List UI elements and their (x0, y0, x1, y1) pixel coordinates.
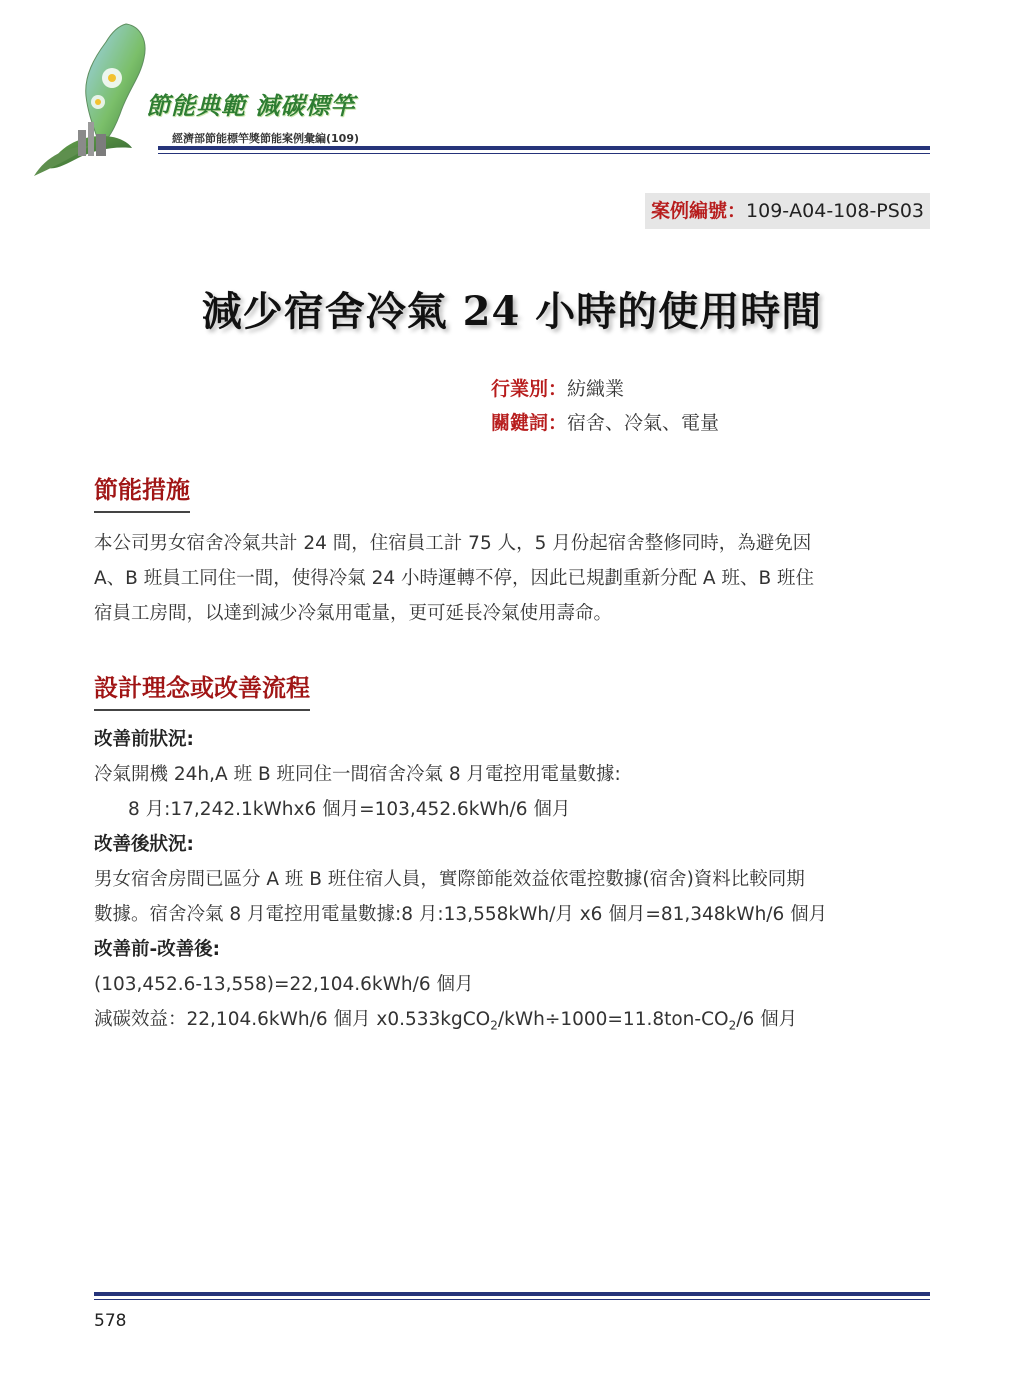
industry-label: 行業別： (491, 378, 568, 400)
section-heading-measures: 節能措施 (94, 470, 190, 513)
carbon-line (94, 1002, 936, 1044)
page-title: 減少宿舍冷氣 24 小時的使用時間 (201, 288, 823, 335)
after-line: 數據。宿舍冷氣 8 月電控用電量數據:8 月:13,558kWh/月 x6 個月=81,348kWh/6 個月 (94, 904, 828, 925)
carbon-text: /6 個月 (736, 1009, 798, 1030)
header-divider (158, 146, 930, 154)
carbon-text: /kWh÷1000=11.8ton-CO (497, 1009, 729, 1030)
brand-subtitle: 經濟部節能標竿獎節能案例彙編(109) (172, 132, 360, 145)
keywords-label: 關鍵詞： (491, 412, 568, 434)
after-line: 男女宿舍房間已區分 A 班 B 班住宿人員，實際節能效益依電控數據(宿舍)資料比較同期 (94, 869, 805, 890)
measures-paragraph (94, 526, 936, 631)
diff-line: (103,452.6-13,558)=22,104.6kWh/6 個月 (94, 974, 474, 995)
page-number: 578 (94, 1311, 127, 1331)
before-line: 冷氣開機 24h,A 班 B 班同住一間宿舍冷氣 8 月電控用電量數據: (94, 764, 621, 785)
industry-value: 紡織業 (567, 378, 625, 400)
measures-line: 宿員工房間，以達到減少冷氣用電量，更可延長冷氣使用壽命。 (94, 603, 613, 624)
after-heading: 改善後狀況: (94, 834, 194, 855)
before-heading: 改善前狀況: (94, 729, 194, 750)
industry-row (491, 372, 719, 406)
carbon-subscript: 2 (728, 1018, 737, 1033)
carbon-subscript: 2 (490, 1018, 498, 1033)
case-number-value: 109-A04-108-PS03 (746, 200, 924, 222)
carbon-text: 減碳效益：22,104.6kWh/6 個月 x0.533kgCO (94, 1009, 491, 1030)
measures-line: A、B 班員工同住一間，使得冷氣 24 小時運轉不停，因此已規劃重新分配 A 班、B 班住 (94, 568, 815, 589)
keywords-row (491, 406, 719, 440)
keywords-value: 宿舍、冷氣、電量 (567, 412, 720, 434)
process-detail (94, 722, 936, 1044)
case-number-label: 案例編號： (651, 200, 747, 222)
section-heading-process: 設計理念或改善流程 (94, 668, 310, 711)
case-number (645, 193, 930, 229)
footer-divider (94, 1292, 930, 1300)
brand-title: 節能典範 減碳標竿 (146, 91, 356, 120)
diff-heading: 改善前-改善後: (94, 939, 221, 960)
measures-line: 本公司男女宿舍冷氣共計 24 間，住宿員工計 75 人，5 月份起宿舍整修同時，為避免因 (94, 533, 812, 554)
before-calc: 8 月:17,242.1kWhx6 個月=103,452.6kWh/6 個月 (128, 799, 571, 820)
case-meta (491, 372, 719, 440)
